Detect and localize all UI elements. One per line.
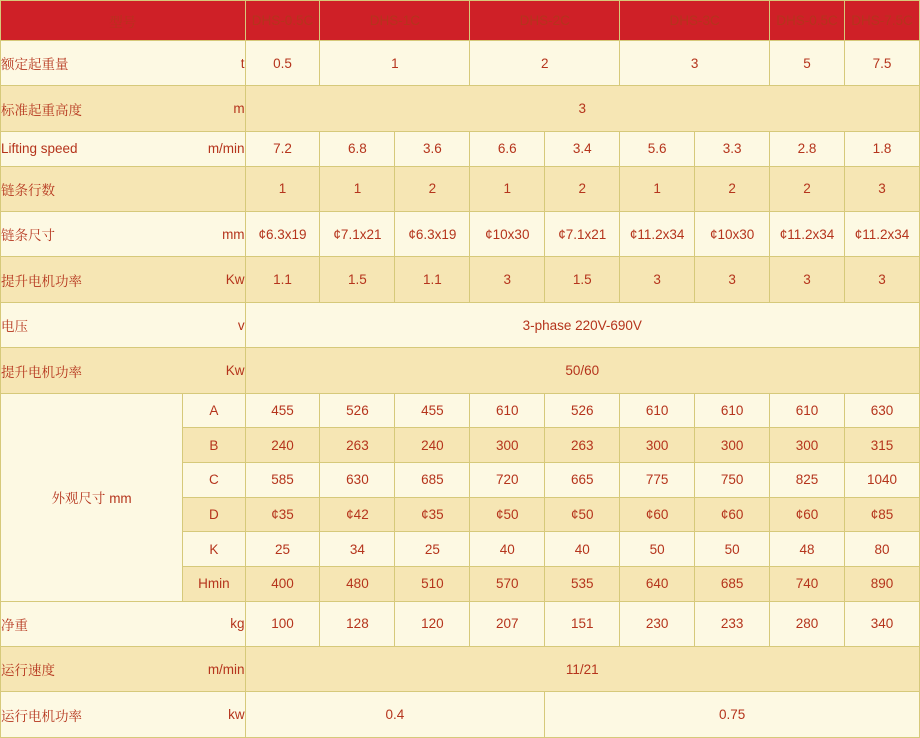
row-label-unit: m [233, 101, 245, 117]
table-row-chain-size [1, 211, 920, 256]
cell-value: 640 [620, 566, 695, 601]
row-label-unit: Kw [225, 272, 245, 288]
cell-value: 685 [695, 566, 770, 601]
header-model-3: DHS-3C [620, 1, 770, 41]
cell-value: 1.5 [320, 257, 395, 302]
cell-value: 455 [245, 393, 320, 428]
row-label-lifting-speed [1, 131, 246, 166]
cell-value: 5 [770, 41, 845, 86]
cell-value: 2 [695, 166, 770, 211]
cell-value: 630 [844, 393, 919, 428]
cell-value: 100 [245, 601, 320, 646]
cell-value: 1 [320, 41, 470, 86]
row-label-standard-lift-height [1, 86, 246, 131]
header-model-2: DHS-2C [470, 1, 620, 41]
cell-value: 40 [470, 532, 545, 567]
cell-value: 1 [320, 166, 395, 211]
row-label-unit: t [240, 55, 245, 71]
cell-value: 825 [770, 463, 845, 498]
row-label-text: 运行电机功率 [1, 708, 82, 724]
dimension-name: C [183, 463, 245, 498]
cell-value: ¢60 [770, 497, 845, 532]
cell-value: 34 [320, 532, 395, 567]
cell-value: ¢7.1x21 [545, 211, 620, 256]
cell-value: 480 [320, 566, 395, 601]
cell-value: ¢60 [620, 497, 695, 532]
cell-value: 263 [545, 428, 620, 463]
cell-value-merged: 3-phase 220V-690V [245, 302, 919, 347]
cell-value: 240 [245, 428, 320, 463]
cell-value: 570 [470, 566, 545, 601]
cell-value: ¢60 [695, 497, 770, 532]
dimensions-label: 外观尺寸 mm [1, 393, 183, 601]
cell-value: 1.8 [844, 131, 919, 166]
cell-value: 40 [545, 532, 620, 567]
cell-value: 280 [770, 601, 845, 646]
cell-value: 3 [470, 257, 545, 302]
header-model-label: 型号 [1, 1, 246, 41]
row-label-text: 链条尺寸 [1, 228, 55, 244]
cell-value: 80 [844, 532, 919, 567]
dimension-name: Hmin [183, 566, 245, 601]
cell-value: 50 [695, 532, 770, 567]
cell-value: ¢6.3x19 [395, 211, 470, 256]
row-label-travel-motor-power [1, 692, 246, 738]
row-label-unit: kg [230, 616, 245, 632]
cell-value-merged: 0.4 [245, 692, 545, 738]
cell-value: 233 [695, 601, 770, 646]
cell-value: 48 [770, 532, 845, 567]
table-row-frequency [1, 348, 920, 393]
cell-value: ¢7.1x21 [320, 211, 395, 256]
row-label-voltage [1, 302, 246, 347]
row-label-text: 电压 [1, 319, 28, 335]
cell-value: 610 [620, 393, 695, 428]
cell-value: 25 [245, 532, 320, 567]
cell-value: ¢42 [320, 497, 395, 532]
cell-value: 1.1 [245, 257, 320, 302]
cell-value: 2 [545, 166, 620, 211]
cell-value: 610 [470, 393, 545, 428]
row-label-net-weight [1, 601, 246, 646]
cell-value: 1 [620, 166, 695, 211]
header-model-1: DHS-1C [320, 1, 470, 41]
cell-value: 7.5 [844, 41, 919, 86]
header-model-4: DHS-0.5C [770, 1, 845, 41]
table-row-chain-falls [1, 166, 920, 211]
cell-value: 685 [395, 463, 470, 498]
row-label-text: 净重 [1, 617, 28, 633]
cell-value: ¢11.2x34 [770, 211, 845, 256]
cell-value: 2 [470, 41, 620, 86]
row-label-hoist-motor-power [1, 257, 246, 302]
cell-value: 1 [470, 166, 545, 211]
table-row-standard-lift-height [1, 86, 920, 131]
cell-value: 400 [245, 566, 320, 601]
cell-value: ¢11.2x34 [844, 211, 919, 256]
table-row-voltage [1, 302, 920, 347]
cell-value-merged: 11/21 [245, 647, 919, 692]
cell-value: 1040 [844, 463, 919, 498]
cell-value: 610 [770, 393, 845, 428]
cell-value: 300 [470, 428, 545, 463]
cell-value: 25 [395, 532, 470, 567]
row-label-text: 提升电机功率 [1, 364, 82, 380]
cell-value: 3.4 [545, 131, 620, 166]
cell-value: 740 [770, 566, 845, 601]
row-label-text: 标准起重高度 [1, 102, 82, 118]
cell-value: ¢6.3x19 [245, 211, 320, 256]
cell-value: 6.8 [320, 131, 395, 166]
row-label-unit: Kw [225, 363, 245, 379]
row-label-unit: mm [222, 226, 245, 242]
row-label-unit: v [237, 317, 245, 333]
table-row-hoist-motor-power [1, 257, 920, 302]
table-row-travel-motor-power [1, 692, 920, 738]
cell-value: 775 [620, 463, 695, 498]
cell-value: 3.3 [695, 131, 770, 166]
row-label-travel-speed [1, 647, 246, 692]
cell-value: 0.5 [245, 41, 320, 86]
table-row-net-weight [1, 601, 920, 646]
cell-value: 630 [320, 463, 395, 498]
row-label-chain-size [1, 211, 246, 256]
row-label-rated-capacity [1, 41, 246, 86]
row-label-text: 运行速度 [1, 663, 55, 679]
dimension-name: K [183, 532, 245, 567]
cell-value: 207 [470, 601, 545, 646]
cell-value: 890 [844, 566, 919, 601]
cell-value: 300 [695, 428, 770, 463]
cell-value: 300 [620, 428, 695, 463]
cell-value: 6.6 [470, 131, 545, 166]
cell-value: 151 [545, 601, 620, 646]
cell-value: 315 [844, 428, 919, 463]
cell-value: 750 [695, 463, 770, 498]
cell-value: 230 [620, 601, 695, 646]
cell-value: 3 [770, 257, 845, 302]
cell-value: 2 [770, 166, 845, 211]
dimension-name: D [183, 497, 245, 532]
row-label-unit: kw [228, 707, 245, 723]
cell-value: 665 [545, 463, 620, 498]
cell-value: 510 [395, 566, 470, 601]
cell-value: 526 [320, 393, 395, 428]
row-label-unit: m/min [207, 661, 245, 677]
row-label-text: 提升电机功率 [1, 273, 82, 289]
cell-value: 128 [320, 601, 395, 646]
cell-value: 263 [320, 428, 395, 463]
cell-value: 3 [844, 257, 919, 302]
header-model-0: DHS-0.5C [245, 1, 320, 41]
cell-value: 3 [620, 257, 695, 302]
cell-value: 3.6 [395, 131, 470, 166]
cell-value: 455 [395, 393, 470, 428]
cell-value: 3 [695, 257, 770, 302]
cell-value: 240 [395, 428, 470, 463]
table-row-rated-capacity [1, 41, 920, 86]
cell-value: 50 [620, 532, 695, 567]
row-label-unit: m/min [207, 141, 245, 157]
cell-value: 3 [620, 41, 770, 86]
dimension-name: A [183, 393, 245, 428]
cell-value-merged: 50/60 [245, 348, 919, 393]
row-label-text: Lifting speed [1, 141, 78, 157]
cell-value: 1 [245, 166, 320, 211]
cell-value: 5.6 [620, 131, 695, 166]
cell-value: 7.2 [245, 131, 320, 166]
cell-value-merged: 3 [245, 86, 919, 131]
cell-value: 535 [545, 566, 620, 601]
cell-value: 120 [395, 601, 470, 646]
cell-value: ¢10x30 [695, 211, 770, 256]
cell-value: 340 [844, 601, 919, 646]
cell-value: ¢85 [844, 497, 919, 532]
cell-value: 610 [695, 393, 770, 428]
dimension-name: B [183, 428, 245, 463]
row-label-frequency [1, 348, 246, 393]
table-row-dimension-a [1, 393, 920, 428]
cell-value: 1.1 [395, 257, 470, 302]
table-header-row [1, 1, 920, 41]
table-row-lifting-speed [1, 131, 920, 166]
cell-value: 3 [844, 166, 919, 211]
cell-value: ¢10x30 [470, 211, 545, 256]
table-row-travel-speed [1, 647, 920, 692]
cell-value: ¢50 [545, 497, 620, 532]
cell-value: 720 [470, 463, 545, 498]
row-label-text: 额定起重量 [1, 57, 69, 73]
header-model-5: DHS-7.5C [844, 1, 919, 41]
cell-value: 585 [245, 463, 320, 498]
cell-value: ¢11.2x34 [620, 211, 695, 256]
cell-value: 2 [395, 166, 470, 211]
cell-value-merged: 0.75 [545, 692, 920, 738]
cell-value: 300 [770, 428, 845, 463]
cell-value: 1.5 [545, 257, 620, 302]
cell-value: ¢50 [470, 497, 545, 532]
cell-value: ¢35 [245, 497, 320, 532]
cell-value: 2.8 [770, 131, 845, 166]
row-label-text: 链条行数 [1, 182, 55, 198]
cell-value: 526 [545, 393, 620, 428]
row-label-chain-falls [1, 166, 246, 211]
cell-value: ¢35 [395, 497, 470, 532]
